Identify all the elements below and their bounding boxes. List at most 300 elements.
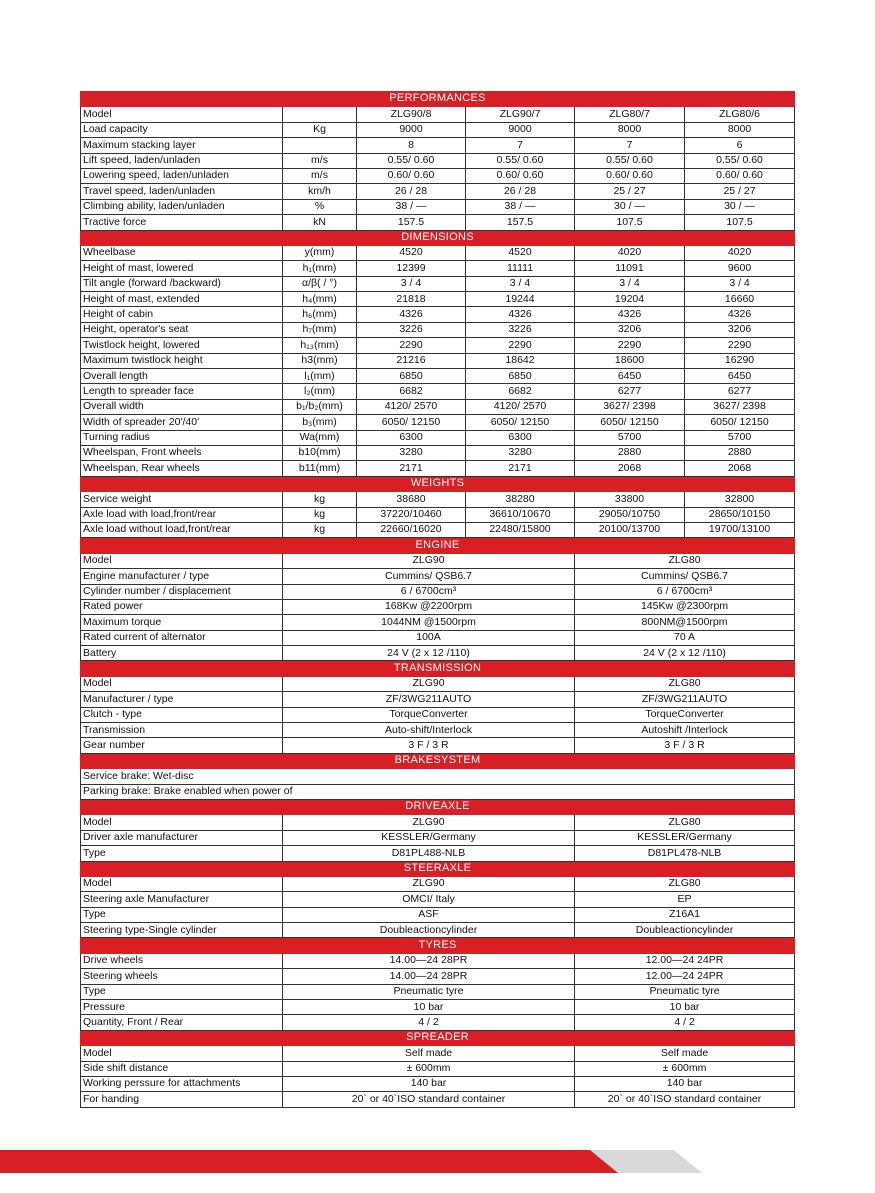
row-value-zlg80: ± 600mm	[575, 1061, 795, 1076]
row-unit	[283, 138, 357, 153]
row-value: 22660/16020	[357, 522, 466, 537]
row-label: Battery	[81, 646, 283, 661]
row-value: 3 / 4	[685, 276, 795, 291]
row-value: 8000	[575, 122, 685, 137]
spec-row	[81, 769, 795, 784]
row-value: 157.5	[466, 215, 575, 230]
row-value: 0.60/ 0.60	[685, 168, 795, 183]
row-unit: km/h	[283, 184, 357, 199]
row-label: Axle load with load,front/rear	[81, 507, 283, 522]
row-value-zlg90: ZLG90	[283, 876, 575, 891]
row-value: 2880	[685, 445, 795, 460]
row-value: 3 / 4	[357, 276, 466, 291]
row-value-zlg90: ASF	[283, 907, 575, 922]
row-value: 26 / 28	[357, 184, 466, 199]
row-value-zlg80: 20` or 40`ISO standard container	[575, 1092, 795, 1107]
row-value: 12399	[357, 261, 466, 276]
row-value: ZLG80/6	[685, 107, 795, 122]
row-value: 2171	[357, 461, 466, 476]
row-value: ZLG80/7	[575, 107, 685, 122]
row-label: Length to spreader face	[81, 384, 283, 399]
spec-row	[81, 276, 795, 291]
row-unit: h₆(mm)	[283, 307, 357, 322]
row-label: Model	[81, 815, 283, 830]
row-label: Steering wheels	[81, 969, 283, 984]
row-unit: kg	[283, 507, 357, 522]
spec-note: Service brake: Wet-disc	[81, 769, 795, 784]
row-value-zlg90: 140 bar	[283, 1077, 575, 1092]
row-value-zlg90: 3 F / 3 R	[283, 738, 575, 753]
row-value: 30 / —	[575, 199, 685, 214]
row-value-zlg80: 24 V (2 x 12 /110)	[575, 646, 795, 661]
spec-row	[81, 984, 795, 999]
row-value-zlg80: Z16A1	[575, 907, 795, 922]
row-value-zlg80: TorqueConverter	[575, 707, 795, 722]
row-value: 19204	[575, 292, 685, 307]
row-value: ZLG90/8	[357, 107, 466, 122]
row-value: 8000	[685, 122, 795, 137]
row-value-zlg80: ZF/3WG211AUTO	[575, 692, 795, 707]
row-value: 2290	[466, 338, 575, 353]
spec-row	[81, 261, 795, 276]
spec-row	[81, 553, 795, 568]
row-label: Model	[81, 107, 283, 122]
spec-row	[81, 168, 795, 183]
row-value-zlg90: ZLG90	[283, 676, 575, 691]
section-title: WEIGHTS	[81, 476, 795, 491]
row-value-zlg80: 10 bar	[575, 1000, 795, 1015]
row-value: 4020	[575, 245, 685, 260]
section-header	[81, 861, 795, 876]
row-value: 22480/15800	[466, 522, 575, 537]
row-value: 38680	[357, 492, 466, 507]
row-label: Steering type-Single cylinder	[81, 923, 283, 938]
row-value-zlg80: Cummins/ QSB6.7	[575, 569, 795, 584]
row-value: 6300	[357, 430, 466, 445]
section-title: PERFORMANCES	[81, 92, 795, 107]
row-value: 28650/10150	[685, 507, 795, 522]
row-value: 38 / —	[357, 199, 466, 214]
spec-row	[81, 830, 795, 845]
section-header	[81, 661, 795, 676]
row-label: Maximum twistlock height	[81, 353, 283, 368]
row-value: 7	[575, 138, 685, 153]
spec-row	[81, 815, 795, 830]
row-label: Model	[81, 676, 283, 691]
row-unit: y(mm)	[283, 245, 357, 260]
row-value: 4326	[575, 307, 685, 322]
spec-row	[81, 199, 795, 214]
row-value-zlg80: ZLG80	[575, 815, 795, 830]
row-value-zlg80: ZLG80	[575, 676, 795, 691]
row-value: 32800	[685, 492, 795, 507]
spec-row	[81, 384, 795, 399]
section-title: BRAKESYSTEM	[81, 753, 795, 768]
row-value: 5700	[685, 430, 795, 445]
spec-row	[81, 646, 795, 661]
row-unit: m/s	[283, 153, 357, 168]
row-value: 4020	[685, 245, 795, 260]
spec-row	[81, 615, 795, 630]
row-label: Lift speed, laden/unladen	[81, 153, 283, 168]
spec-row	[81, 430, 795, 445]
row-value-zlg90: Self made	[283, 1046, 575, 1061]
row-value: 2290	[685, 338, 795, 353]
row-value: 4326	[685, 307, 795, 322]
row-value: 6050/ 12150	[575, 415, 685, 430]
row-value: 21818	[357, 292, 466, 307]
row-value: 19700/13100	[685, 522, 795, 537]
section-header	[81, 799, 795, 814]
spec-row	[81, 507, 795, 522]
row-unit: b₃(mm)	[283, 415, 357, 430]
spec-row	[81, 784, 795, 799]
row-value: 36610/10670	[466, 507, 575, 522]
row-value-zlg80: ZLG80	[575, 553, 795, 568]
row-value-zlg90: 14.00—24 28PR	[283, 969, 575, 984]
row-unit: b₁/b₂(mm)	[283, 399, 357, 414]
row-label: Type	[81, 984, 283, 999]
row-label: Model	[81, 1046, 283, 1061]
row-value: 0.60/ 0.60	[575, 168, 685, 183]
row-value-zlg80: EP	[575, 892, 795, 907]
row-value: 6277	[575, 384, 685, 399]
row-value: 6850	[466, 369, 575, 384]
section-title: SPREADER	[81, 1030, 795, 1045]
row-value-zlg90: 6 / 6700cm³	[283, 584, 575, 599]
row-value-zlg90: 14.00—24 28PR	[283, 953, 575, 968]
row-unit: Kg	[283, 122, 357, 137]
section-title: STEERAXLE	[81, 861, 795, 876]
row-value: 6450	[575, 369, 685, 384]
row-value: 6682	[466, 384, 575, 399]
row-unit: h3(mm)	[283, 353, 357, 368]
row-value-zlg80: 3 F / 3 R	[575, 738, 795, 753]
row-label: Overall width	[81, 399, 283, 414]
row-value-zlg90: ± 600mm	[283, 1061, 575, 1076]
row-value-zlg90: ZLG90	[283, 553, 575, 568]
row-label: Climbing ability, laden/unladen	[81, 199, 283, 214]
row-value: 4326	[357, 307, 466, 322]
spec-row	[81, 1061, 795, 1076]
footer-red-band	[0, 1150, 620, 1173]
spec-note: Parking brake: Brake enabled when power of	[81, 784, 795, 799]
spec-row	[81, 599, 795, 614]
spec-row	[81, 1000, 795, 1015]
row-unit: b11(mm)	[283, 461, 357, 476]
row-value-zlg80: Autoshift /Interlock	[575, 723, 795, 738]
row-value: 19244	[466, 292, 575, 307]
spec-row	[81, 692, 795, 707]
row-label: Wheelbase	[81, 245, 283, 260]
row-value-zlg90: KESSLER/Germany	[283, 830, 575, 845]
row-label: Travel speed, laden/unladen	[81, 184, 283, 199]
row-label: Turning radius	[81, 430, 283, 445]
row-value-zlg80: D81PL478-NLB	[575, 846, 795, 861]
spec-row	[81, 738, 795, 753]
row-label: Engine manufacturer / type	[81, 569, 283, 584]
row-value: 29050/10750	[575, 507, 685, 522]
row-value-zlg80: KESSLER/Germany	[575, 830, 795, 845]
row-value: 37220/10460	[357, 507, 466, 522]
row-value-zlg90: Pneumatic tyre	[283, 984, 575, 999]
row-unit: kg	[283, 492, 357, 507]
row-value: 25 / 27	[575, 184, 685, 199]
row-value: 3627/ 2398	[685, 399, 795, 414]
row-label: Maximum stacking layer	[81, 138, 283, 153]
row-unit	[283, 107, 357, 122]
row-value-zlg80: Self made	[575, 1046, 795, 1061]
spec-row	[81, 445, 795, 460]
row-value: 3206	[575, 322, 685, 337]
row-value: 3280	[466, 445, 575, 460]
row-value-zlg80: 145Kw @2300rpm	[575, 599, 795, 614]
row-value: 18600	[575, 353, 685, 368]
row-value-zlg90: Doubleactioncylinder	[283, 923, 575, 938]
row-value: 11091	[575, 261, 685, 276]
row-label: Type	[81, 907, 283, 922]
spec-row	[81, 245, 795, 260]
row-value: 26 / 28	[466, 184, 575, 199]
row-value: 6	[685, 138, 795, 153]
row-value: 2880	[575, 445, 685, 460]
row-label: Twistlock height, lowered	[81, 338, 283, 353]
spec-row	[81, 892, 795, 907]
row-value: 0.55/ 0.60	[685, 153, 795, 168]
row-value: 6050/ 12150	[357, 415, 466, 430]
spec-row	[81, 630, 795, 645]
row-value: 6850	[357, 369, 466, 384]
row-label: Gear number	[81, 738, 283, 753]
row-unit: h₄(mm)	[283, 292, 357, 307]
row-value: 38280	[466, 492, 575, 507]
spec-row	[81, 584, 795, 599]
row-value: 2068	[685, 461, 795, 476]
row-value-zlg80: 12.00—24 24PR	[575, 953, 795, 968]
row-label: Wheelspan, Rear wheels	[81, 461, 283, 476]
row-label: Model	[81, 876, 283, 891]
row-value: 157.5	[357, 215, 466, 230]
spec-row	[81, 461, 795, 476]
row-value: 20100/13700	[575, 522, 685, 537]
row-value: 16290	[685, 353, 795, 368]
spec-row	[81, 307, 795, 322]
spec-row	[81, 492, 795, 507]
row-unit: Wa(mm)	[283, 430, 357, 445]
row-value: 9000	[466, 122, 575, 137]
row-label: Wheelspan, Front wheels	[81, 445, 283, 460]
row-value: 3627/ 2398	[575, 399, 685, 414]
row-value: 4520	[357, 245, 466, 260]
row-value: 4326	[466, 307, 575, 322]
row-value-zlg90: ZLG90	[283, 815, 575, 830]
spec-row	[81, 1092, 795, 1107]
row-label: Axle load without load,front/rear	[81, 522, 283, 537]
row-label: Clutch - type	[81, 707, 283, 722]
row-value-zlg90: OMCI/ Italy	[283, 892, 575, 907]
row-label: Working perssure for attachments	[81, 1077, 283, 1092]
spec-row	[81, 292, 795, 307]
row-value: 2290	[357, 338, 466, 353]
row-unit: kN	[283, 215, 357, 230]
row-label: Rated current of alternator	[81, 630, 283, 645]
spec-row	[81, 1015, 795, 1030]
row-value: 6277	[685, 384, 795, 399]
spec-row	[81, 184, 795, 199]
section-header	[81, 92, 795, 107]
spec-row	[81, 138, 795, 153]
row-label: Height of mast, extended	[81, 292, 283, 307]
row-value: 6050/ 12150	[466, 415, 575, 430]
row-value-zlg80: ZLG80	[575, 876, 795, 891]
row-label: Service weight	[81, 492, 283, 507]
row-value: 4120/ 2570	[357, 399, 466, 414]
row-value-zlg90: ZF/3WG211AUTO	[283, 692, 575, 707]
row-label: Transmission	[81, 723, 283, 738]
row-value: 3206	[685, 322, 795, 337]
spec-row	[81, 522, 795, 537]
spec-row	[81, 353, 795, 368]
section-header	[81, 538, 795, 553]
spec-row	[81, 953, 795, 968]
row-value: 9600	[685, 261, 795, 276]
row-value-zlg80: 70 A	[575, 630, 795, 645]
row-label: Height of cabin	[81, 307, 283, 322]
spec-row	[81, 969, 795, 984]
spec-row	[81, 122, 795, 137]
row-value: 3 / 4	[466, 276, 575, 291]
row-label: Height of mast, lowered	[81, 261, 283, 276]
row-label: Quantity, Front / Rear	[81, 1015, 283, 1030]
row-value: 107.5	[685, 215, 795, 230]
spec-row	[81, 676, 795, 691]
row-label: Model	[81, 553, 283, 568]
row-label: Drive wheels	[81, 953, 283, 968]
row-label: Pressure	[81, 1000, 283, 1015]
spec-row	[81, 907, 795, 922]
row-value-zlg80: 800NM@1500rpm	[575, 615, 795, 630]
row-value: 5700	[575, 430, 685, 445]
row-value: 0.60/ 0.60	[357, 168, 466, 183]
row-value: 4120/ 2570	[466, 399, 575, 414]
row-value: 33800	[575, 492, 685, 507]
spec-row	[81, 876, 795, 891]
row-value: 6050/ 12150	[685, 415, 795, 430]
row-value-zlg80: 4 / 2	[575, 1015, 795, 1030]
section-header	[81, 753, 795, 768]
section-header	[81, 1030, 795, 1045]
spec-row	[81, 569, 795, 584]
row-label: Side shift distance	[81, 1061, 283, 1076]
row-value-zlg80: Doubleactioncylinder	[575, 923, 795, 938]
row-unit: h₁(mm)	[283, 261, 357, 276]
row-unit: α/β( / °)	[283, 276, 357, 291]
row-value-zlg90: Cummins/ QSB6.7	[283, 569, 575, 584]
row-value: 3280	[357, 445, 466, 460]
spec-row	[81, 338, 795, 353]
row-label: Tilt angle (forward /backward)	[81, 276, 283, 291]
row-value: 21216	[357, 353, 466, 368]
row-value: 3226	[357, 322, 466, 337]
row-label: Steering axle Manufacturer	[81, 892, 283, 907]
row-value-zlg90: 168Kw @2200rpm	[283, 599, 575, 614]
row-label: Lowering speed, laden/unladen	[81, 168, 283, 183]
row-unit: h₁₃(mm)	[283, 338, 357, 353]
row-value-zlg80: Pneumatic tyre	[575, 984, 795, 999]
row-value: ZLG90/7	[466, 107, 575, 122]
row-value: 6450	[685, 369, 795, 384]
row-value: 2068	[575, 461, 685, 476]
row-label: Maximum torque	[81, 615, 283, 630]
row-label: Type	[81, 846, 283, 861]
row-unit: %	[283, 199, 357, 214]
row-label: Overall length	[81, 369, 283, 384]
row-label: Driver axle manufacturer	[81, 830, 283, 845]
spec-table	[80, 91, 795, 1108]
row-label: Load capacity	[81, 122, 283, 137]
row-value: 7	[466, 138, 575, 153]
spec-row	[81, 107, 795, 122]
row-unit: m/s	[283, 168, 357, 183]
row-value: 2290	[575, 338, 685, 353]
row-value: 4520	[466, 245, 575, 260]
spec-row	[81, 723, 795, 738]
row-unit: l₁(mm)	[283, 369, 357, 384]
row-value-zlg90: 100A	[283, 630, 575, 645]
row-label: Width of spreader 20'/40'	[81, 415, 283, 430]
row-value: 2171	[466, 461, 575, 476]
row-value: 6300	[466, 430, 575, 445]
spec-row	[81, 153, 795, 168]
row-value-zlg90: Auto-shift/Interlock	[283, 723, 575, 738]
row-value-zlg90: 10 bar	[283, 1000, 575, 1015]
row-value-zlg90: TorqueConverter	[283, 707, 575, 722]
row-unit: b10(mm)	[283, 445, 357, 460]
spec-row	[81, 369, 795, 384]
spec-row	[81, 399, 795, 414]
section-title: TRANSMISSION	[81, 661, 795, 676]
row-value: 30 / —	[685, 199, 795, 214]
row-value-zlg80: 6 / 6700cm³	[575, 584, 795, 599]
row-unit: kg	[283, 522, 357, 537]
section-header	[81, 230, 795, 245]
spec-row	[81, 923, 795, 938]
section-header	[81, 938, 795, 953]
spec-row	[81, 1077, 795, 1092]
row-value: 25 / 27	[685, 184, 795, 199]
row-value-zlg90: 4 / 2	[283, 1015, 575, 1030]
row-value: 11111	[466, 261, 575, 276]
row-value: 3226	[466, 322, 575, 337]
spec-row	[81, 1046, 795, 1061]
row-value: 8	[357, 138, 466, 153]
row-value: 0.55/ 0.60	[575, 153, 685, 168]
row-value: 107.5	[575, 215, 685, 230]
spec-row	[81, 215, 795, 230]
row-label: For handing	[81, 1092, 283, 1107]
row-value: 0.60/ 0.60	[466, 168, 575, 183]
spec-row	[81, 322, 795, 337]
row-unit: h₇(mm)	[283, 322, 357, 337]
row-value-zlg90: 1044NM @1500rpm	[283, 615, 575, 630]
row-value-zlg90: D81PL488-NLB	[283, 846, 575, 861]
row-value: 0.55/ 0.60	[466, 153, 575, 168]
row-value: 18642	[466, 353, 575, 368]
row-value: 16660	[685, 292, 795, 307]
section-title: DRIVEAXLE	[81, 799, 795, 814]
row-value-zlg80: 12.00—24 24PR	[575, 969, 795, 984]
section-title: DIMENSIONS	[81, 230, 795, 245]
